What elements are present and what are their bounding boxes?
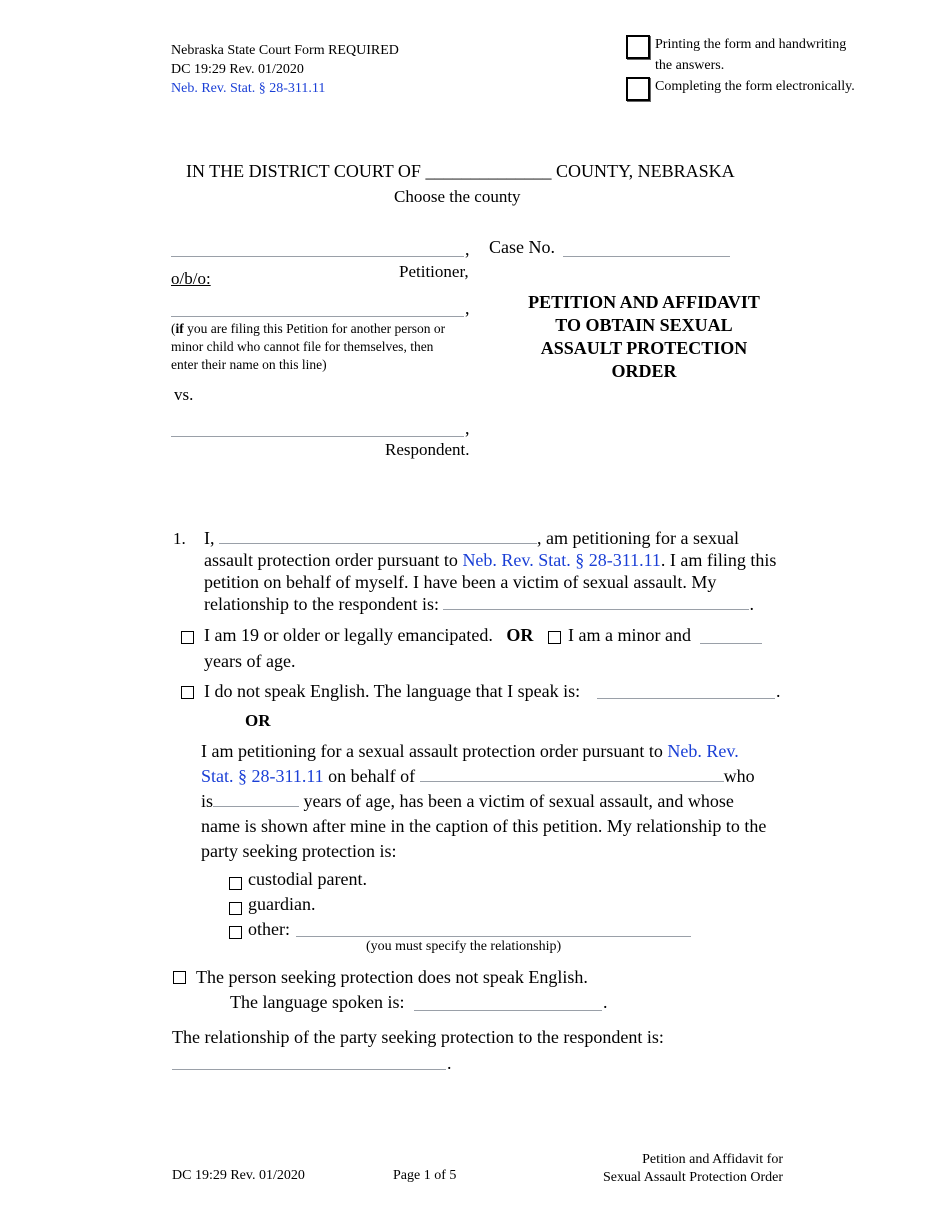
protected-party-age-field[interactable] xyxy=(213,792,299,807)
document-title xyxy=(494,291,794,383)
or-heading: OR xyxy=(245,711,271,730)
custodial-parent-checkbox[interactable] xyxy=(229,877,242,890)
footer-title-line2: Sexual Assault Protection Order xyxy=(602,1170,783,1185)
court-heading-post: COUNTY, NEBRASKA xyxy=(555,161,735,181)
footer-title xyxy=(560,1151,783,1187)
age-row xyxy=(204,624,533,646)
note-line3: enter their name on this line) xyxy=(171,357,327,372)
alt-years-text: years of age, has been a victim of sexual assault, and whose xyxy=(303,791,734,811)
language-field[interactable] xyxy=(597,698,775,699)
respondent-label: Respondent. xyxy=(385,440,470,459)
obo-note xyxy=(171,320,476,374)
pursuant-text: assault protection order pursuant to xyxy=(204,550,458,570)
footer-form-number: DC 19:29 Rev. 01/2020 xyxy=(172,1168,305,1183)
alt-statute-link-b[interactable]: Stat. § 28-311.11 xyxy=(201,766,324,786)
behalf-text: petition on behalf of myself. I have been a victim of sexual assault. My xyxy=(204,572,717,592)
print-mode-label-2: the answers. xyxy=(655,58,725,73)
petitioning-text: , am petitioning for a sexual xyxy=(537,528,739,548)
party-relationship-text: The relationship of the party seeking protection to the respondent is: xyxy=(172,1027,664,1047)
guardian-label: guardian. xyxy=(248,894,316,914)
age-adult-text: I am 19 or older or legally emancipated. xyxy=(204,625,493,645)
petitioner-comma: , xyxy=(465,239,470,259)
respondent-comma: , xyxy=(465,418,470,438)
electronic-mode-label: Completing the form electronically. xyxy=(655,79,855,94)
case-no-label: Case No. xyxy=(489,237,555,257)
language-period: . xyxy=(776,681,781,701)
alt-behalf-text: on behalf of xyxy=(328,766,416,786)
electronic-mode-checkbox[interactable] xyxy=(626,77,650,101)
party-relationship-period: . xyxy=(447,1053,452,1073)
other-relationship-field[interactable] xyxy=(296,936,691,937)
county-field[interactable]: ______________ xyxy=(425,161,552,181)
minor-age-field[interactable] xyxy=(700,643,762,644)
item1-line1 xyxy=(204,527,739,549)
county-hint: Choose the county xyxy=(394,187,521,206)
no-english-text: The person seeking protection does not speak English. xyxy=(196,967,588,987)
court-heading-pre: IN THE DISTRICT COURT OF xyxy=(186,161,421,181)
title-line-4: ORDER xyxy=(611,361,677,381)
or-label-inline: OR xyxy=(506,625,534,645)
form-required-label: Nebraska State Court Form REQUIRED xyxy=(171,43,399,58)
specify-hint: (you must specify the relationship) xyxy=(366,939,562,954)
print-mode-checkbox[interactable] xyxy=(626,35,650,59)
alt-line2 xyxy=(201,765,755,787)
protected-no-english-checkbox[interactable] xyxy=(173,971,186,984)
alt-name-line: name is shown after mine in the caption of this petition. My relationship to the xyxy=(201,816,767,836)
language-spoken-text: The language spoken is: xyxy=(230,992,405,1012)
title-line-1: PETITION AND AFFIDAVIT xyxy=(528,292,760,312)
petitioner-label: Petitioner, xyxy=(399,262,469,281)
other-checkbox[interactable] xyxy=(229,926,242,939)
note-bold: if xyxy=(175,321,184,336)
obo-comma: , xyxy=(465,298,470,318)
alt-statute-link-a[interactable]: Neb. Rev. xyxy=(667,741,739,761)
no-english-checkbox[interactable] xyxy=(181,686,194,699)
language-spoken-period: . xyxy=(603,992,608,1012)
alt-is-text: is xyxy=(201,791,214,811)
custodial-parent-label: custodial parent. xyxy=(248,869,367,889)
obo-name-field[interactable] xyxy=(171,316,464,317)
filing-text: . I am filing this xyxy=(660,550,777,570)
petitioner-full-name-field[interactable] xyxy=(219,529,537,544)
statute-link-body[interactable]: Neb. Rev. Stat. § 28-311.11 xyxy=(462,550,661,570)
title-line-3: ASSAULT PROTECTION xyxy=(540,338,748,358)
print-mode-label-1: Printing the form and handwriting xyxy=(655,37,847,52)
note-line1: you are filing this Petition for another person or xyxy=(183,321,446,336)
vs-label: vs. xyxy=(174,385,194,404)
party-relationship-field[interactable] xyxy=(172,1069,446,1070)
guardian-checkbox[interactable] xyxy=(229,902,242,915)
alt-who-text: who xyxy=(723,766,755,786)
adult-checkbox[interactable] xyxy=(181,631,194,644)
note-line2: minor child who cannot file for themselves, then xyxy=(171,339,434,354)
language-spoken-field[interactable] xyxy=(414,1010,602,1011)
item1-line4 xyxy=(204,593,754,615)
other-label: other: xyxy=(248,919,290,939)
age-minor-text: I am a minor and xyxy=(568,625,691,645)
relationship-period: . xyxy=(749,594,754,614)
alt-pre-text: I am petitioning for a sexual assault protection order pursuant to xyxy=(201,741,663,761)
years-of-age-text: years of age. xyxy=(204,651,296,671)
i-label: I, xyxy=(204,528,215,548)
alt-party-line: party seeking protection is: xyxy=(201,841,397,861)
protected-party-name-field[interactable] xyxy=(420,767,724,782)
relationship-text: relationship to the respondent is: xyxy=(204,594,439,614)
form-number: DC 19:29 Rev. 01/2020 xyxy=(171,62,304,77)
court-heading xyxy=(186,161,735,182)
title-line-2: TO OBTAIN SEXUAL xyxy=(555,315,733,335)
statute-link[interactable]: Neb. Rev. Stat. § 28-311.11 xyxy=(171,81,326,96)
respondent-name-field[interactable] xyxy=(171,436,464,437)
footer-page-number: Page 1 of 5 xyxy=(393,1168,457,1183)
petitioner-name-field[interactable] xyxy=(171,256,464,257)
case-no-field[interactable] xyxy=(563,256,730,257)
language-text: I do not speak English. The language that I speak is: xyxy=(204,681,581,701)
footer-title-line1: Petition and Affidavit for xyxy=(642,1152,783,1167)
obo-label: o/b/o: xyxy=(171,269,211,288)
note-open: ( xyxy=(171,321,176,336)
item-number: 1. xyxy=(173,529,186,548)
relationship-field[interactable] xyxy=(443,595,749,610)
minor-checkbox[interactable] xyxy=(548,631,561,644)
alt-line1 xyxy=(201,740,739,762)
alt-line3 xyxy=(201,790,734,812)
item1-line2 xyxy=(204,549,776,571)
